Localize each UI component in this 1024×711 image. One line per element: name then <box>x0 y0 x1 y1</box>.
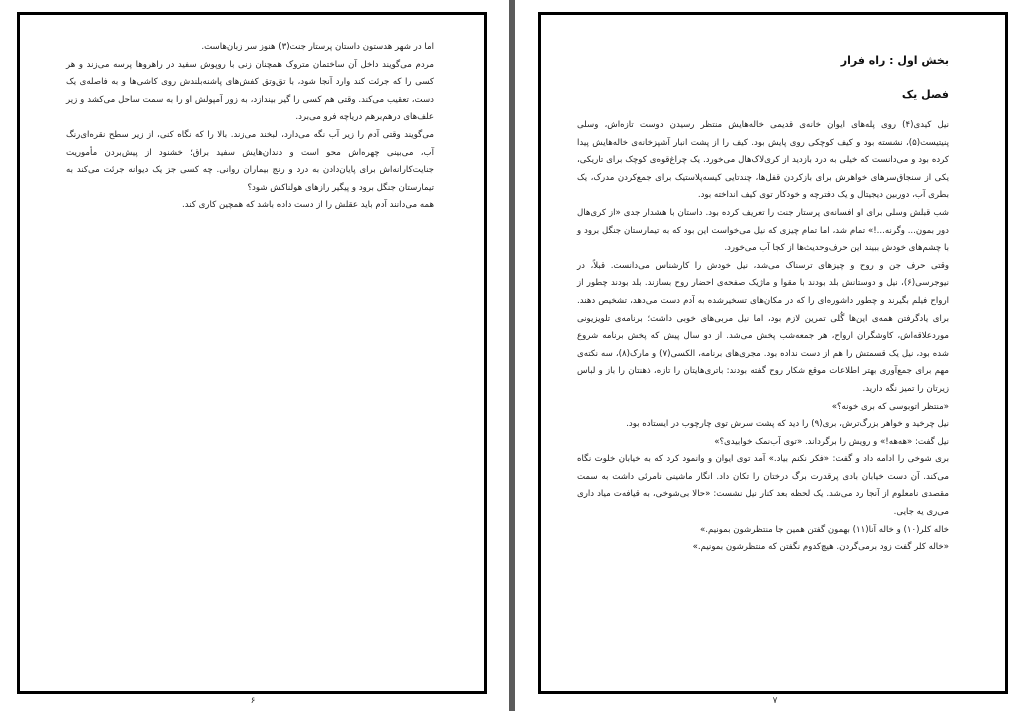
chapter-title: فصل یک <box>901 88 949 101</box>
part-title: بخش اول : راه فرار <box>840 54 949 67</box>
left-page <box>17 12 487 694</box>
left-page-number: ۶ <box>250 696 256 706</box>
right-paragraph-7: بری شوخی را ادامه داد و گفت: «فکر نکنم بیاد.» آمد توی ایوان و وانمود کرد که به خیابان خلوت نگاه می‌کند. آن دست خیابان بادی پرقدرت برگ درختان را تکان داد. انگار ماشینی نامرئی داشت به سمت مقصدی نامعلوم از آنجا رد می‌شد. یک لحظه بعد کنار نیل نشست: «حالا بی‌شوخی، به قیافه‌ت میاد داری می‌ری یه جایی. <box>577 454 949 518</box>
right-page-number: ۷ <box>772 696 778 706</box>
spread-gutter <box>509 0 515 711</box>
right-paragraph-3: وقتی حرف جن و روح و چیزهای ترسناک می‌شد، نیل خودش را کارشناس می‌دانست. قبلاً، در نیوجرسی(۶)، نیل و دوستانش بلد بودند با مقوا و ماژیک صفحه‌ی احضار روح بسازند. بلد بودند چطور از ارواح فیلم بگیرند و چطور داشوره‌ای را که در مکان‌های تسخیرشده به آدم دست می‌دهد، تشخیص دهند. برای یادگرفتن همه‌ی این‌ها گُلی تمرین لازم بود، اما نیل مربی‌های خوبی داشت؛ برنامه‌ی تلویزیونی موردعلاقه‌اش، کاوشگران ارواح، هر جمعه‌شب پخش می‌شد. از دو سال پیش که پخش برنامه شروع شده بود، نیل یک قسمتش را هم از دست نداده بود. مجری‌های برنامه، الکسی(۷) و مارک(۸)، سه نکته‌ی مهم برای جمع‌آوری بهتر اطلاعات موقع شکار روح گفته بودند: باتری‌هایتان را تازه، ذهنتان را باز و لباس زیرتان را تمیز نگه دارید. <box>577 260 949 394</box>
right-paragraph-6: نیل گفت: «هه‌هه!» و رویش را برگرداند. «توی آب‌نمک خوابیدی؟» <box>714 436 949 447</box>
left-paragraph-2: مردم می‌گویند داخل آن ساختمان متروک همچنان زنی با روپوش سفید در راهروها پرسه می‌زند و هر کسی را که جرئت کند وارد آنجا شود، با تق‌وتق کفش‌های پاشنه‌بلندش روی کاشی‌ها و به فاصله‌ی یک دست، تعقیب می‌کند. وقتی هم کسی را گیر بیندازد، به زور آمپولش او را به سمت ساحل می‌کشد و زیر علف‌های درهم‌برهم دریاچه فرو می‌برد. <box>66 59 434 123</box>
right-paragraph-9: «خاله کلر گفت زود برمی‌گردن. هیچ‌کدوم نگفتن که منتظرشون بمونیم.» <box>692 542 949 553</box>
right-paragraph-8: خاله کلر(۱۰) و خاله آنا(۱۱) بهمون گفتن همین جا منتظرشون بمونیم.» <box>700 524 949 535</box>
left-page-text <box>66 39 434 215</box>
left-paragraph-1: اما در شهر هدستون داستان پرستار جنت(۳) هنوز سر زبان‌هاست. <box>201 42 434 52</box>
right-paragraph-1: نیل کیدی(۴) روی پله‌های ایوان خانه‌ی قدیمی خاله‌هایش منتظر رسیدن دوست تازه‌اش، وسلی پنیتیست(۵)، نشسته بود و کیف کوچکی روی پایش بود. کیف را از پشت انبار آشپزخانه‌ی خاله‌هایش پیدا کرده بود و می‌دانست که خیلی به درد بازدید از کری‌لاک‌هال می‌خورد. یک چراغ‌قوه‌ی کوچک برای تاریکی، یکی از سنجاق‌سرهای خواهرش برای بازکردن قفل‌ها، چندتایی کیسه‌پلاستیک برای جمع‌کردن مدرک، یک بطری آب، دوربین دیجیتال و یک دفترچه و خودکار توی کیف انداخته بود. <box>577 120 950 201</box>
right-paragraph-4: «منتظر اتوبوسی که بری خونه؟» <box>831 401 949 412</box>
right-page <box>538 12 1008 694</box>
right-paragraph-5: نیل چرخید و خواهر بزرگ‌ترش، بری(۹) را دید که پشت سرش توی چارچوب در ایستاده بود. <box>626 419 949 430</box>
right-page-text <box>577 53 949 557</box>
left-paragraph-4: همه می‌دانند آدم باید عقلش را از دست داده باشد که همچین کاری کند. <box>181 200 434 211</box>
left-paragraph-3: می‌گویند وقتی آدم را زیر آب نگه می‌دارد، لبخند می‌زند. بالا را که نگاه کنی، از زیر سطح نقره‌ای‌رنگ آب، می‌بینی چهره‌اش محو است و دندان‌هایش سفید براق؛ خشنود از پیش‌بردن مأموریت جنایت‌کارانه‌اش برای پایان‌دادن به درد و رنج بیماران روانی. چه کسی جز یک دیوانه جرئت می‌کند به تیمارستان جنگل برود و پیگیر رازهای هولناکش شود؟ <box>66 129 434 193</box>
right-paragraph-2: شب قبلش وسلی برای او افسانه‌ی پرستار جنت را تعریف کرده بود. داستان با هشدار جدی «از کری‌هال دور بمون... وگرنه...!» تمام شد، اما تمام چیزی که نیل می‌خواست این بود که به تیمارستان جنگل برود و با چشم‌های خودش ببیند این حرف‌وحدیث‌ها از کجا آب می‌خورد. <box>577 207 949 254</box>
